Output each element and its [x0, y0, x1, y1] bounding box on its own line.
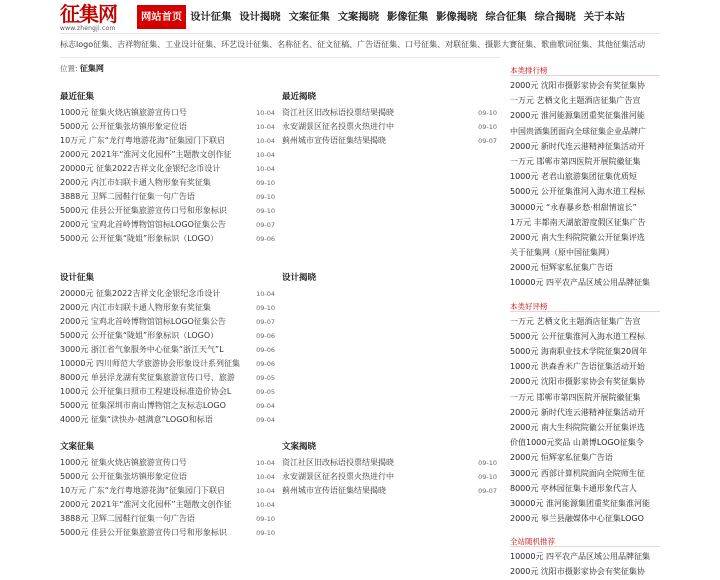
block-title[interactable]: 设计征集 — [60, 273, 95, 283]
item-date: 10-04 — [256, 459, 275, 467]
sidebar-link[interactable]: 一万元 艺栖文化主题酒店征集广告宣 — [510, 316, 641, 326]
item-title-link[interactable]: 永安湖景区征名投票火热进行中 — [282, 122, 394, 131]
item-date: 09-07 — [478, 487, 497, 495]
sidebar-link[interactable]: 10000元 四平农产品区域公用品牌征集 — [510, 552, 650, 562]
item-date: 09-06 — [256, 332, 275, 340]
item-title-link[interactable]: 2000元 2021年“淮河文化园杯”主题散文创作征 — [60, 150, 232, 159]
list-item[interactable] — [60, 343, 275, 357]
list-item[interactable] — [282, 484, 497, 498]
sidebar-link[interactable]: 关于征集网（原中国征集网） — [510, 248, 614, 258]
item-title-link[interactable]: 2000元 内江市妇联卡通人物形象有奖征集 — [60, 178, 211, 187]
block-copy-results — [282, 442, 497, 498]
item-date: 09-05 — [256, 388, 275, 396]
item-list — [282, 456, 497, 498]
list-item[interactable] — [60, 470, 275, 484]
site-logo[interactable] — [60, 3, 132, 33]
list-item[interactable] — [60, 204, 275, 218]
list-item[interactable] — [282, 456, 497, 470]
sidebar-link[interactable]: 30000元 “永春暴乡愁·柑甜情谊长” — [510, 202, 637, 212]
item-date: 10-04 — [256, 137, 275, 145]
item-title-link[interactable]: 5000元 征集深圳市南山博物馆之友标志LOGO — [60, 401, 226, 410]
sidebar-link[interactable]: 2000元 南大生科院院徽公开征集评选 — [510, 422, 645, 432]
item-list — [60, 287, 275, 427]
block-recent-results — [282, 92, 497, 148]
sidebar-link[interactable]: 2000元 恒辉家私征集广告语 — [510, 263, 613, 273]
logo-url: www.zhengji.com — [60, 25, 116, 32]
sidebar-link[interactable]: 中国贵酒集团面向全球征集企业品牌广 — [510, 126, 646, 136]
item-date: 09-04 — [256, 416, 275, 424]
sidebar-link[interactable]: 8000元 亭林园征集卡通形象代言人 — [510, 483, 637, 493]
category-tag-links[interactable]: 标志logo征集、吉祥物征集、工业设计征集、环艺设计征集、名称征名、征文征稿、广告语征集、口号征集、对联征集、摄影大赛征集、歌曲歌词征集、其他征集活动 — [60, 40, 646, 49]
site-header — [0, 0, 720, 34]
item-date: 09-06 — [256, 235, 275, 243]
list-item[interactable] — [60, 329, 275, 343]
sidebar-link[interactable]: 3000元 西部计算机院面向全院师生征 — [510, 468, 645, 478]
list-item[interactable] — [282, 134, 497, 148]
item-title-link[interactable]: 3888元 卫辉二园鞋行征集一句广告语 — [60, 192, 195, 201]
sidebar-link[interactable]: 1000元 洪森香米广告语征集活动开始 — [510, 362, 645, 372]
item-title-link[interactable]: 蓟州城市宣传语征集结果揭晓 — [282, 486, 386, 495]
main-nav — [137, 5, 629, 29]
list-item[interactable] — [60, 399, 275, 413]
sidebar-link[interactable]: 2000元 恒辉家私征集广告语 — [510, 453, 613, 463]
sidebar-link[interactable]: 2000元 皋兰县融媒体中心征集LOGO — [510, 514, 644, 524]
breadcrumb-prefix: 位置: — [60, 64, 78, 73]
item-title-link[interactable]: 4000元 征集“读快办·越满意”LOGO和标语 — [60, 415, 213, 424]
list-item[interactable] — [60, 484, 275, 498]
item-date: 09-06 — [256, 360, 275, 368]
sidebar-list — [510, 549, 660, 579]
divider — [60, 33, 660, 34]
sidebar-list — [510, 314, 660, 527]
item-date: 09-07 — [478, 137, 497, 145]
item-date: 09-07 — [256, 318, 275, 326]
breadcrumb-current[interactable]: 征集网 — [79, 64, 104, 73]
item-title-link[interactable]: 5000元 佳县公开征集旅游宣传口号和形象标识 — [60, 206, 227, 215]
sidebar-link[interactable]: 一万元 艺栖文化主题酒店征集广告宣 — [510, 96, 641, 106]
item-title-link[interactable]: 20000元 征集2022吉祥文化金银纪念币设计 — [60, 164, 221, 173]
logo-wordmark: 征集网 — [60, 2, 117, 26]
list-item[interactable] — [60, 357, 275, 371]
item-title-link[interactable]: 5000元 公开征集“陇姐”形象标识（LOGO） — [60, 234, 219, 243]
sidebar-link[interactable]: 2000元 沈阳市摄影家协会有奖征集协 — [510, 377, 645, 387]
block-recent-contests — [60, 92, 275, 246]
list-item[interactable] — [60, 512, 275, 526]
list-item[interactable] — [60, 385, 275, 399]
item-title-link[interactable]: 2000元 内江市妇联卡通人物形象有奖征集 — [60, 303, 211, 312]
sidebar-link[interactable]: 2000元 沈阳市摄影家协会有奖征集协 — [510, 567, 645, 577]
nav-item-6[interactable]: 影像揭晓 — [436, 11, 478, 23]
item-title-link[interactable]: 蓟州城市宣传语征集结果揭晓 — [282, 136, 386, 145]
nav-item-9[interactable]: 关于本站 — [583, 11, 625, 23]
item-date: 10-04 — [256, 165, 275, 173]
block-title[interactable]: 最近征集 — [60, 92, 95, 102]
divider — [60, 57, 500, 58]
sidebar-link[interactable]: 2000元 淮河能源集团重奖征集淮河能 — [510, 111, 645, 121]
list-item[interactable] — [60, 413, 275, 427]
nav-item-1[interactable]: 设计征集 — [190, 11, 232, 23]
item-list — [60, 106, 275, 246]
list-item[interactable] — [282, 106, 497, 120]
item-date: 09-10 — [256, 304, 275, 312]
list-item[interactable] — [60, 232, 275, 246]
item-title-link[interactable]: 永安湖景区征名投票火热进行中 — [282, 472, 394, 481]
list-item[interactable] — [60, 287, 275, 301]
list-item[interactable] — [60, 526, 275, 540]
list-item[interactable] — [60, 498, 275, 512]
sidebar-link[interactable]: 2000元 沈阳市摄影家协会有奖征集协 — [510, 81, 645, 90]
list-item[interactable] — [282, 470, 497, 484]
item-title-link[interactable]: 8000元 单县浮龙湖有奖征集旅游宣传口号、旅游 — [60, 373, 235, 382]
block-design-results — [282, 273, 497, 287]
list-item[interactable] — [60, 190, 275, 204]
item-title-link[interactable]: 1000元 征集火烧店镇旅游宣传口号 — [60, 458, 187, 467]
item-title-link[interactable]: 20000元 征集2022吉祥文化金银纪念币设计 — [60, 289, 221, 298]
item-title-link[interactable]: 资江社区旧改标语投票结果揭晓 — [282, 108, 394, 117]
list-item[interactable] — [60, 456, 275, 470]
list-item[interactable] — [60, 315, 275, 329]
item-date: 10-04 — [256, 151, 275, 159]
nav-item-3[interactable]: 文案征集 — [288, 11, 330, 23]
sidebar-link[interactable]: 一万元 邯郸市第四医院开展院徽征集 — [510, 156, 641, 166]
sidebar-link[interactable]: 10000元 四平农产品区域公用品牌征集 — [510, 278, 650, 288]
sidebar-section-title: 本类排行榜 — [510, 64, 660, 76]
item-title-link[interactable]: 1000元 征集火烧店镇旅游宣传口号 — [60, 108, 187, 117]
item-date: 09-10 — [256, 207, 275, 215]
item-date: 09-07 — [256, 221, 275, 229]
item-title-link[interactable]: 10000元 四川师范大学旅游协会形象设计系列征集 — [60, 359, 240, 368]
item-date: 09-10 — [256, 179, 275, 187]
sidebar-link[interactable]: 2000元 新时代连云港精神征集活动开 — [510, 407, 645, 417]
item-date: 09-05 — [256, 374, 275, 382]
sidebar-link[interactable]: 5000元 公开征集淮河入海水道工程标 — [510, 331, 645, 341]
nav-item-8[interactable]: 综合揭晓 — [534, 11, 576, 23]
sidebar-link[interactable]: 一万元 邯郸市第四医院开展院徽征集 — [510, 392, 641, 402]
item-title-link[interactable]: 3888元 卫辉二园鞋行征集一句广告语 — [60, 514, 195, 523]
item-list — [282, 106, 497, 148]
sidebar-section-title: 全站随机推荐 — [510, 535, 660, 547]
item-title-link[interactable]: 5000元 公开征集张坊镇形象定位语 — [60, 122, 187, 131]
nav-item-7[interactable]: 综合征集 — [485, 11, 527, 23]
sidebar-link[interactable]: 2000元 新时代连云港精神征集活动开 — [510, 141, 645, 151]
item-title-link[interactable]: 资江社区旧改标语投票结果揭晓 — [282, 458, 394, 467]
item-date: 10-04 — [256, 290, 275, 298]
nav-item-2[interactable]: 设计揭晓 — [239, 11, 281, 23]
item-date: 09-06 — [256, 346, 275, 354]
item-title-link[interactable]: 10万元 广东“龙行粤地游花海”征集园门下联启 — [60, 486, 226, 495]
list-item[interactable] — [282, 120, 497, 134]
item-date: 09-10 — [256, 515, 275, 523]
item-date: 10-04 — [256, 501, 275, 509]
nav-item-4[interactable]: 文案揭晓 — [337, 11, 379, 23]
sidebar-link[interactable]: 30000元 淮河能源集团重奖征集淮河能 — [510, 498, 650, 508]
list-item[interactable] — [60, 218, 275, 232]
list-item[interactable] — [60, 371, 275, 385]
item-date: 10-04 — [256, 109, 275, 117]
item-date: 10-04 — [256, 487, 275, 495]
sidebar — [510, 64, 660, 580]
block-copy-contests — [60, 442, 275, 540]
item-date: 09-04 — [256, 402, 275, 410]
breadcrumb — [60, 64, 104, 74]
item-date: 09-10 — [256, 193, 275, 201]
list-item[interactable] — [60, 106, 275, 120]
list-item[interactable] — [60, 134, 275, 148]
list-item[interactable] — [60, 301, 275, 315]
list-item[interactable] — [60, 148, 275, 162]
item-title-link[interactable]: 2000元 宝鸡北首岭博物馆馆标LOGO征集公告 — [60, 220, 226, 229]
block-design-contests — [60, 273, 275, 427]
item-title-link[interactable]: 2000元 宝鸡北首岭博物馆馆标LOGO征集公告 — [60, 317, 226, 326]
sidebar-link[interactable]: 价值1000元奖品 山萧博LOGO征集令 — [510, 438, 644, 448]
item-date: 10-04 — [256, 473, 275, 481]
spacer — [510, 291, 660, 300]
item-date: 09-10 — [256, 529, 275, 537]
list-item[interactable] — [60, 176, 275, 190]
item-title-link[interactable]: 3000元 浙江省气象服务中心征集“浙江天气”L — [60, 345, 224, 354]
sidebar-link[interactable]: 5000元 公开征集淮河入海水道工程标 — [510, 187, 645, 197]
item-date: 10-04 — [256, 123, 275, 131]
item-title-link[interactable]: 2000元 2021年“淮河文化园杯”主题散文创作征 — [60, 500, 232, 509]
sidebar-link[interactable]: 1万元 丰都南天湖旅游度假区征集广告 — [510, 217, 646, 227]
block-title[interactable]: 设计揭晓 — [282, 273, 317, 283]
spacer — [510, 526, 660, 535]
block-title[interactable]: 文案揭晓 — [282, 442, 317, 452]
sidebar-section-title: 本类好评榜 — [510, 300, 660, 312]
nav-item-0[interactable]: 网站首页 — [137, 5, 186, 29]
nav-item-5[interactable]: 影像征集 — [386, 11, 429, 23]
item-date: 09-10 — [478, 473, 497, 481]
block-title[interactable]: 最近揭晓 — [282, 92, 317, 102]
item-title-link[interactable]: 5000元 公开征集张坊镇形象定位语 — [60, 472, 187, 481]
block-title[interactable]: 文案征集 — [60, 442, 95, 452]
item-list — [60, 456, 275, 540]
item-date: 09-10 — [478, 459, 497, 467]
list-item[interactable] — [60, 162, 275, 176]
list-item[interactable] — [60, 120, 275, 134]
sidebar-list — [510, 78, 660, 291]
item-title-link[interactable]: 10万元 广东“龙行粤地游花海”征集园门下联启 — [60, 136, 226, 145]
item-title-link[interactable]: 1000元 公开征集日照市工程建设标准造价协会L — [60, 387, 232, 396]
sidebar-link[interactable]: 1000元 老君山旅游集团征集优质短 — [510, 172, 637, 182]
item-date: 09-10 — [478, 123, 497, 131]
sidebar-link[interactable]: 2000元 南大生科院院徽公开征集评选 — [510, 232, 645, 242]
sidebar-link[interactable]: 5000元 海南职业技术学院征集20周年 — [510, 347, 648, 356]
item-title-link[interactable]: 5000元 佳县公开征集旅游宣传口号和形象标识 — [60, 528, 227, 537]
item-date: 09-10 — [478, 109, 497, 117]
item-title-link[interactable]: 5000元 公开征集“陇姐”形象标识（LOGO） — [60, 331, 219, 340]
